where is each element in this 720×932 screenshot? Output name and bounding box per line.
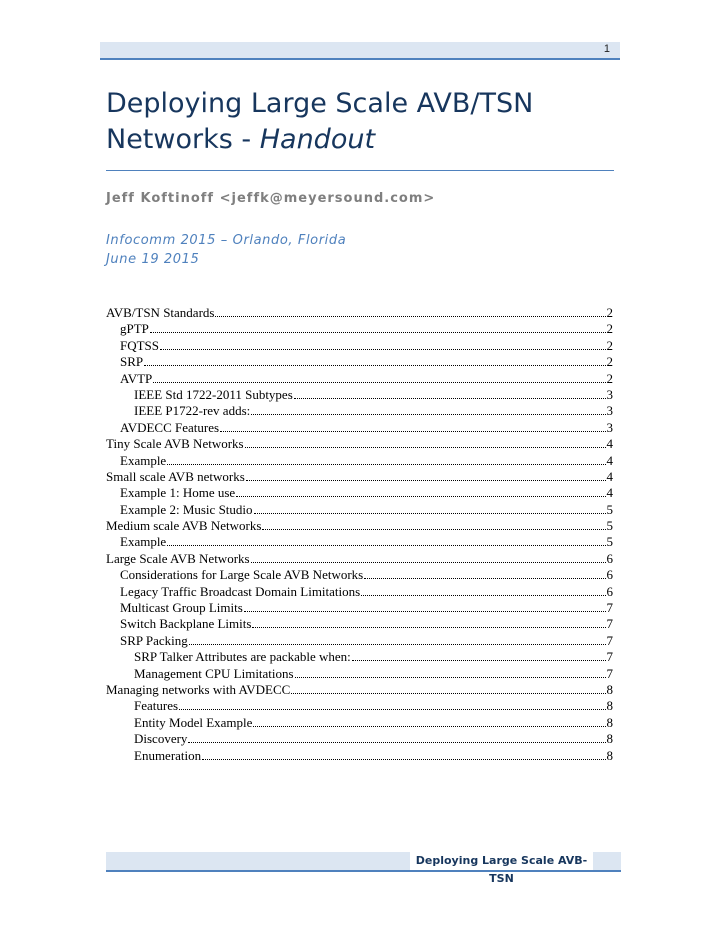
toc-entry-page: 6	[606, 567, 613, 583]
toc-entry[interactable]	[106, 616, 613, 632]
toc-entry-title: AVTP	[120, 370, 153, 386]
toc-entry-page: 8	[606, 747, 613, 763]
toc-dot-leader	[252, 627, 605, 628]
page-header	[100, 42, 620, 60]
title-divider	[106, 170, 614, 171]
toc-dot-leader	[189, 644, 606, 645]
toc-entry-page: 7	[606, 600, 613, 616]
toc-entry-page: 2	[606, 305, 613, 320]
toc-entry[interactable]	[106, 436, 613, 452]
toc-entry[interactable]	[106, 518, 613, 534]
toc-dot-leader	[361, 595, 605, 596]
toc-entry-title: Switch Backplane Limits	[120, 616, 252, 632]
author-line: Jeff Koftinoff <jeffk@meyersound.com>	[106, 191, 436, 206]
toc-entry-title: IEEE P1722-rev adds:	[134, 403, 251, 419]
toc-dot-leader	[291, 693, 605, 694]
toc-entry-title: Example 1: Home use	[120, 485, 236, 501]
toc-dot-leader	[251, 414, 605, 415]
toc-entry-page: 7	[606, 616, 613, 632]
toc-dot-leader	[262, 529, 605, 530]
toc-entry[interactable]	[106, 584, 613, 600]
toc-dot-leader	[253, 726, 605, 727]
toc-entry-page: 2	[606, 354, 613, 370]
toc-entry-title: SRP	[120, 354, 144, 370]
toc-entry-title: Enumeration	[134, 747, 202, 763]
toc-dot-leader	[294, 398, 606, 399]
toc-entry-page: 7	[606, 665, 613, 681]
toc-entry-page: 3	[606, 403, 613, 419]
page-number: 1	[603, 43, 610, 55]
toc-entry-title: SRP Packing	[120, 632, 188, 648]
toc-dot-leader	[153, 382, 605, 383]
title-main: Deploying Large Scale AVB/TSN Networks -	[106, 88, 534, 155]
toc-entry-page: 6	[606, 583, 613, 599]
document-title	[106, 86, 626, 158]
toc-entry-title: Discovery	[134, 731, 188, 747]
toc-entry[interactable]	[106, 649, 613, 665]
toc-entry-page: 4	[606, 468, 613, 484]
toc-entry[interactable]	[106, 485, 613, 501]
page-footer	[106, 852, 621, 885]
toc-entry-title: Example	[120, 452, 167, 468]
toc-dot-leader	[167, 464, 605, 465]
toc-entry[interactable]	[106, 387, 613, 403]
toc-dot-leader	[188, 742, 605, 743]
toc-entry[interactable]	[106, 666, 613, 682]
toc-dot-leader	[244, 611, 606, 612]
toc-entry[interactable]	[106, 534, 613, 550]
toc-entry[interactable]	[106, 633, 613, 649]
footer-title: Deploying Large Scale AVB-TSN	[410, 852, 593, 870]
toc-entry-title: Large Scale AVB Networks	[106, 550, 250, 566]
event-info	[106, 231, 346, 269]
toc-dot-leader	[352, 660, 606, 661]
toc-entry-page: 2	[606, 337, 613, 353]
toc-dot-leader	[295, 677, 606, 678]
toc-dot-leader	[254, 513, 606, 514]
toc-entry-title: Multicast Group Limits	[120, 600, 243, 616]
toc-entry[interactable]	[106, 567, 613, 583]
toc-entry[interactable]	[106, 698, 613, 714]
toc-entry-page: 4	[606, 485, 613, 501]
toc-entry-page: 8	[606, 714, 613, 730]
toc-entry-page: 4	[606, 452, 613, 468]
toc-entry-title: Managing networks with AVDECC	[106, 681, 291, 697]
toc-entry[interactable]	[106, 453, 613, 469]
toc-entry[interactable]	[106, 748, 613, 764]
toc-entry-title: IEEE Std 1722-2011 Subtypes	[134, 386, 293, 402]
toc-dot-leader	[167, 545, 605, 546]
toc-dot-leader	[160, 349, 605, 350]
toc-entry-page: 3	[606, 386, 613, 402]
toc-entry-page: 5	[606, 534, 613, 550]
toc-entry[interactable]	[106, 600, 613, 616]
toc-entry-title: Considerations for Large Scale AVB Networks	[120, 567, 364, 583]
toc-entry-page: 6	[606, 550, 613, 566]
toc-dot-leader	[220, 431, 605, 432]
toc-entry[interactable]	[106, 551, 613, 567]
toc-entry-page: 8	[606, 698, 613, 714]
toc-entry-title: Example	[120, 534, 167, 550]
table-of-contents	[106, 305, 613, 764]
toc-entry-title: Entity Model Example	[134, 714, 253, 730]
toc-entry[interactable]	[106, 469, 613, 485]
toc-entry-page: 3	[606, 419, 613, 435]
toc-dot-leader	[202, 759, 605, 760]
toc-entry-page: 7	[606, 632, 613, 648]
toc-dot-leader	[215, 316, 605, 317]
toc-entry[interactable]	[106, 420, 613, 436]
title-emphasis: Handout	[259, 124, 376, 155]
toc-entry[interactable]	[106, 321, 613, 337]
toc-dot-leader	[144, 365, 605, 366]
event-date: June 19 2015	[106, 252, 200, 267]
toc-entry-title: Legacy Traffic Broadcast Domain Limitations	[120, 583, 361, 599]
toc-entry-title: Small scale AVB networks	[106, 468, 245, 484]
toc-entry-page: 2	[606, 321, 613, 337]
toc-entry-title: AVB/TSN Standards	[106, 305, 215, 320]
toc-entry-page: 8	[606, 731, 613, 747]
toc-entry-title: FQTSS	[120, 337, 160, 353]
toc-entry-title: gPTP	[120, 321, 149, 337]
toc-entry[interactable]	[106, 354, 613, 370]
toc-entry[interactable]	[106, 305, 613, 321]
toc-entry-title: SRP Talker Attributes are packable when:	[134, 649, 351, 665]
toc-entry-title: Management CPU Limitations	[134, 665, 294, 681]
toc-dot-leader	[245, 447, 606, 448]
toc-entry-title: Features	[134, 698, 179, 714]
toc-dot-leader	[246, 480, 606, 481]
toc-entry[interactable]	[106, 715, 613, 731]
event-location: Infocomm 2015 – Orlando, Florida	[106, 233, 347, 248]
toc-dot-leader	[150, 332, 606, 333]
toc-entry-title: Example 2: Music Studio	[120, 501, 253, 517]
toc-dot-leader	[236, 496, 605, 497]
toc-entry-title: Medium scale AVB Networks	[106, 518, 262, 534]
toc-entry[interactable]	[106, 371, 613, 387]
toc-entry-page: 2	[606, 370, 613, 386]
toc-entry-title: AVDECC Features	[120, 419, 220, 435]
toc-entry-page: 7	[606, 649, 613, 665]
toc-entry-title: Tiny Scale AVB Networks	[106, 436, 244, 452]
toc-entry-page: 4	[606, 436, 613, 452]
toc-entry[interactable]	[106, 682, 613, 698]
toc-dot-leader	[179, 709, 605, 710]
toc-entry-page: 8	[606, 681, 613, 697]
toc-entry[interactable]	[106, 502, 613, 518]
toc-entry-page: 5	[606, 501, 613, 517]
toc-entry[interactable]	[106, 403, 613, 419]
toc-entry[interactable]	[106, 731, 613, 747]
toc-entry[interactable]	[106, 338, 613, 354]
toc-entry-page: 5	[606, 518, 613, 534]
toc-dot-leader	[251, 562, 606, 563]
toc-dot-leader	[364, 578, 605, 579]
